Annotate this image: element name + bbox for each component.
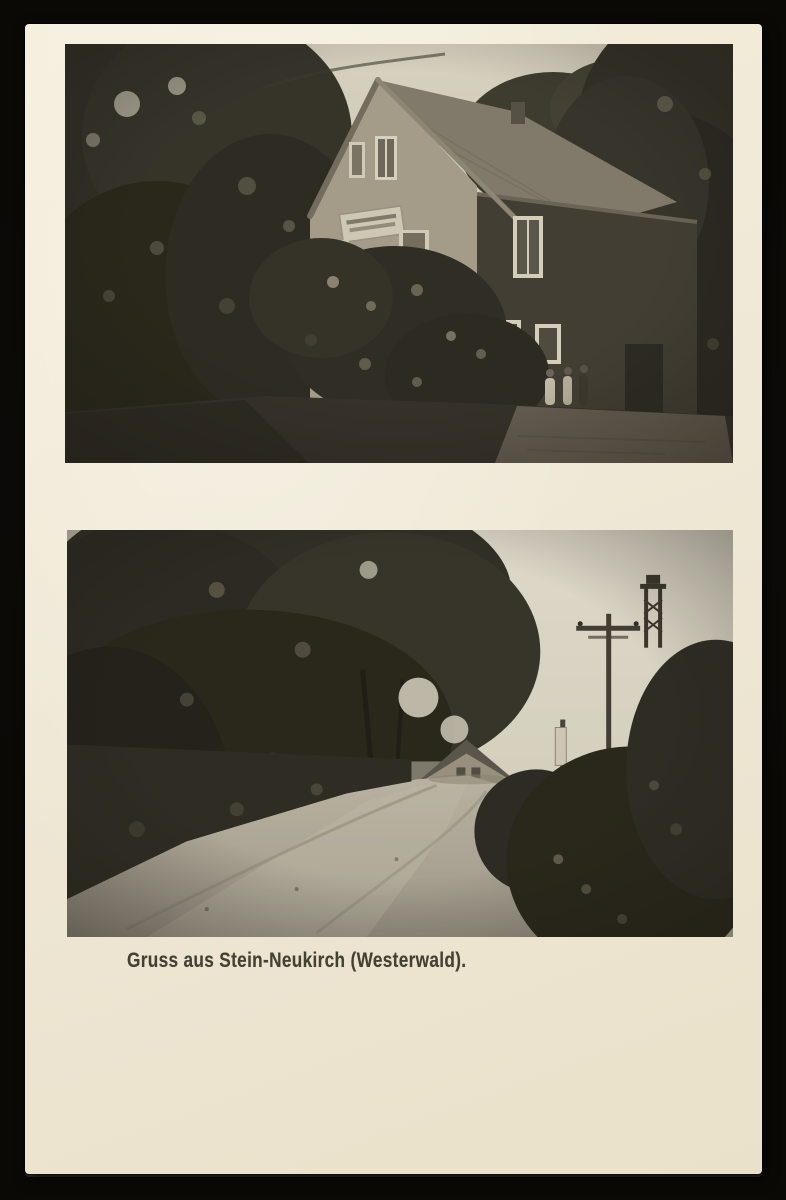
photo-top xyxy=(65,44,733,463)
sepia-wash xyxy=(67,530,733,937)
top-photo-illustration xyxy=(65,44,733,463)
postcard xyxy=(25,24,762,1174)
postcard-caption: Gruss aus Stein-Neukirch (Westerwald). xyxy=(127,949,467,972)
photo-bottom xyxy=(67,530,733,937)
bottom-photo-illustration xyxy=(67,530,733,937)
sepia-wash xyxy=(65,44,733,463)
